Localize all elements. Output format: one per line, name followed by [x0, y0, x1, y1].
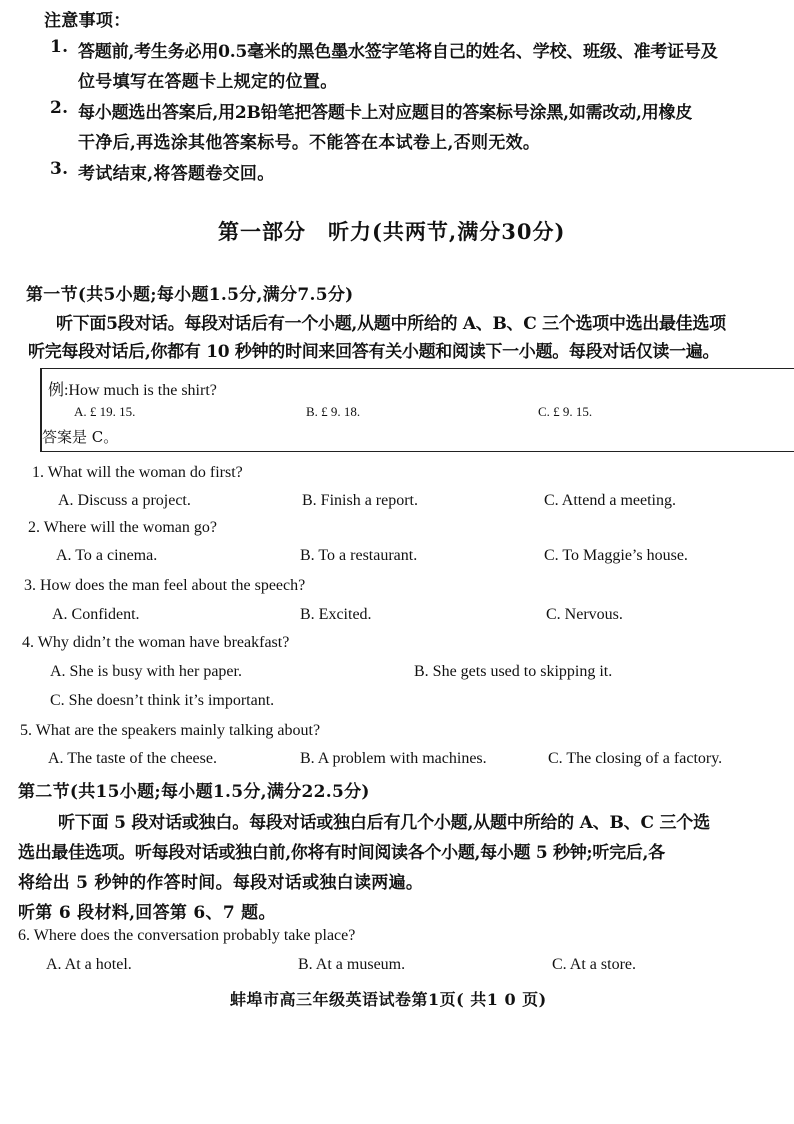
- question-3-option-a: A. Confident.: [52, 606, 140, 623]
- section-2-intro-line-3: 将给出 5 秒钟的作答时间。每段对话或独白读两遍。: [18, 873, 424, 893]
- question-2-option-b: B. To a restaurant.: [300, 547, 418, 564]
- section-1-heading: 第一节(共5小题;每小题1.5分,满分7.5分): [26, 285, 354, 305]
- note-2-line-1: 每小题选出答案后,用2B铅笔把答题卡上对应题目的答案标号涂黑,如需改动,用橡皮: [78, 103, 693, 123]
- note-3-number: 3.: [50, 159, 69, 179]
- section-2-heading: 第二节(共15小题;每小题1.5分,满分22.5分): [18, 782, 370, 802]
- section-2-intro-line-2: 选出最佳选项。听每段对话或独白前,你将有时间阅读各个小题,每小题 5 秒钟;听完后,各: [18, 843, 665, 863]
- example-option-c: C. £ 9. 15.: [538, 404, 593, 419]
- question-6-option-a: A. At a hotel.: [46, 956, 132, 973]
- question-4-option-a: A. She is busy with her paper.: [50, 663, 242, 680]
- question-6: 6. Where does the conversation probably take place?: [18, 927, 356, 944]
- note-1-line-2: 位号填写在答题卡上规定的位置。: [78, 72, 338, 92]
- question-6-option-b: B. At a museum.: [298, 956, 406, 973]
- section-1-intro-line-1: 听下面5段对话。每段对话后有一个小题,从题中所给的 A、B、C 三个选项中选出最佳选项: [56, 314, 726, 334]
- question-5: 5. What are the speakers mainly talking about?: [20, 722, 321, 739]
- question-2-option-c: C. To Maggie’s house.: [544, 547, 688, 564]
- example-option-b: B. £ 9. 18.: [306, 404, 361, 419]
- question-4: 4. Why didn’t the woman have breakfast?: [22, 634, 290, 651]
- note-2-line-2: 干净后,再选涂其他答案标号。不能答在本试卷上,否则无效。: [78, 133, 541, 153]
- question-4-option-c: C. She doesn’t think it’s important.: [50, 692, 275, 709]
- example-answer: 答案是 C。: [42, 428, 119, 446]
- note-2-number: 2.: [50, 98, 69, 118]
- example-option-a: A. £ 19. 15.: [74, 404, 136, 419]
- question-4-option-b: B. She gets used to skipping it.: [414, 663, 613, 680]
- section-1-intro-line-2: 听完每段对话后,你都有 10 秒钟的时间来回答有关小题和阅读下一小题。每段对话仅读一遍。: [28, 342, 720, 362]
- question-2: 2. Where will the woman go?: [28, 519, 217, 536]
- question-1-option-c: C. Attend a meeting.: [544, 492, 676, 509]
- question-6-option-c: C. At a store.: [552, 956, 636, 973]
- question-1-option-b: B. Finish a report.: [302, 492, 418, 509]
- question-1-option-a: A. Discuss a project.: [58, 492, 191, 509]
- question-3-option-c: C. Nervous.: [546, 606, 623, 623]
- question-1: 1. What will the woman do first?: [32, 464, 243, 481]
- example-question: 例:How much is the shirt?: [48, 382, 217, 399]
- question-5-option-c: C. The closing of a factory.: [548, 750, 723, 767]
- note-3-line-1: 考试结束,将答题卷交回。: [78, 164, 275, 184]
- question-3: 3. How does the man feel about the speech?: [24, 577, 306, 594]
- note-1-line-1: 答题前,考生务必用0.5毫米的黑色墨水签字笔将自己的姓名、学校、班级、准考证号及: [78, 42, 718, 62]
- section-2-material: 听第 6 段材料,回答第 6、7 题。: [18, 903, 276, 923]
- section-2-intro-line-1: 听下面 5 段对话或独白。每段对话或独白后有几个小题,从题中所给的 A、B、C 三个选: [58, 813, 710, 833]
- notes-heading: 注意事项：: [44, 11, 131, 31]
- note-1-number: 1.: [50, 37, 69, 57]
- part-title: 第一部分 听力(共两节,满分30分): [218, 219, 566, 244]
- question-5-option-b: B. A problem with machines.: [300, 750, 487, 767]
- page-footer: 蚌埠市高三年级英语试卷第1页( 共1 0 页): [230, 990, 547, 1009]
- question-3-option-b: B. Excited.: [300, 606, 372, 623]
- question-2-option-a: A. To a cinema.: [56, 547, 158, 564]
- question-5-option-a: A. The taste of the cheese.: [48, 750, 217, 767]
